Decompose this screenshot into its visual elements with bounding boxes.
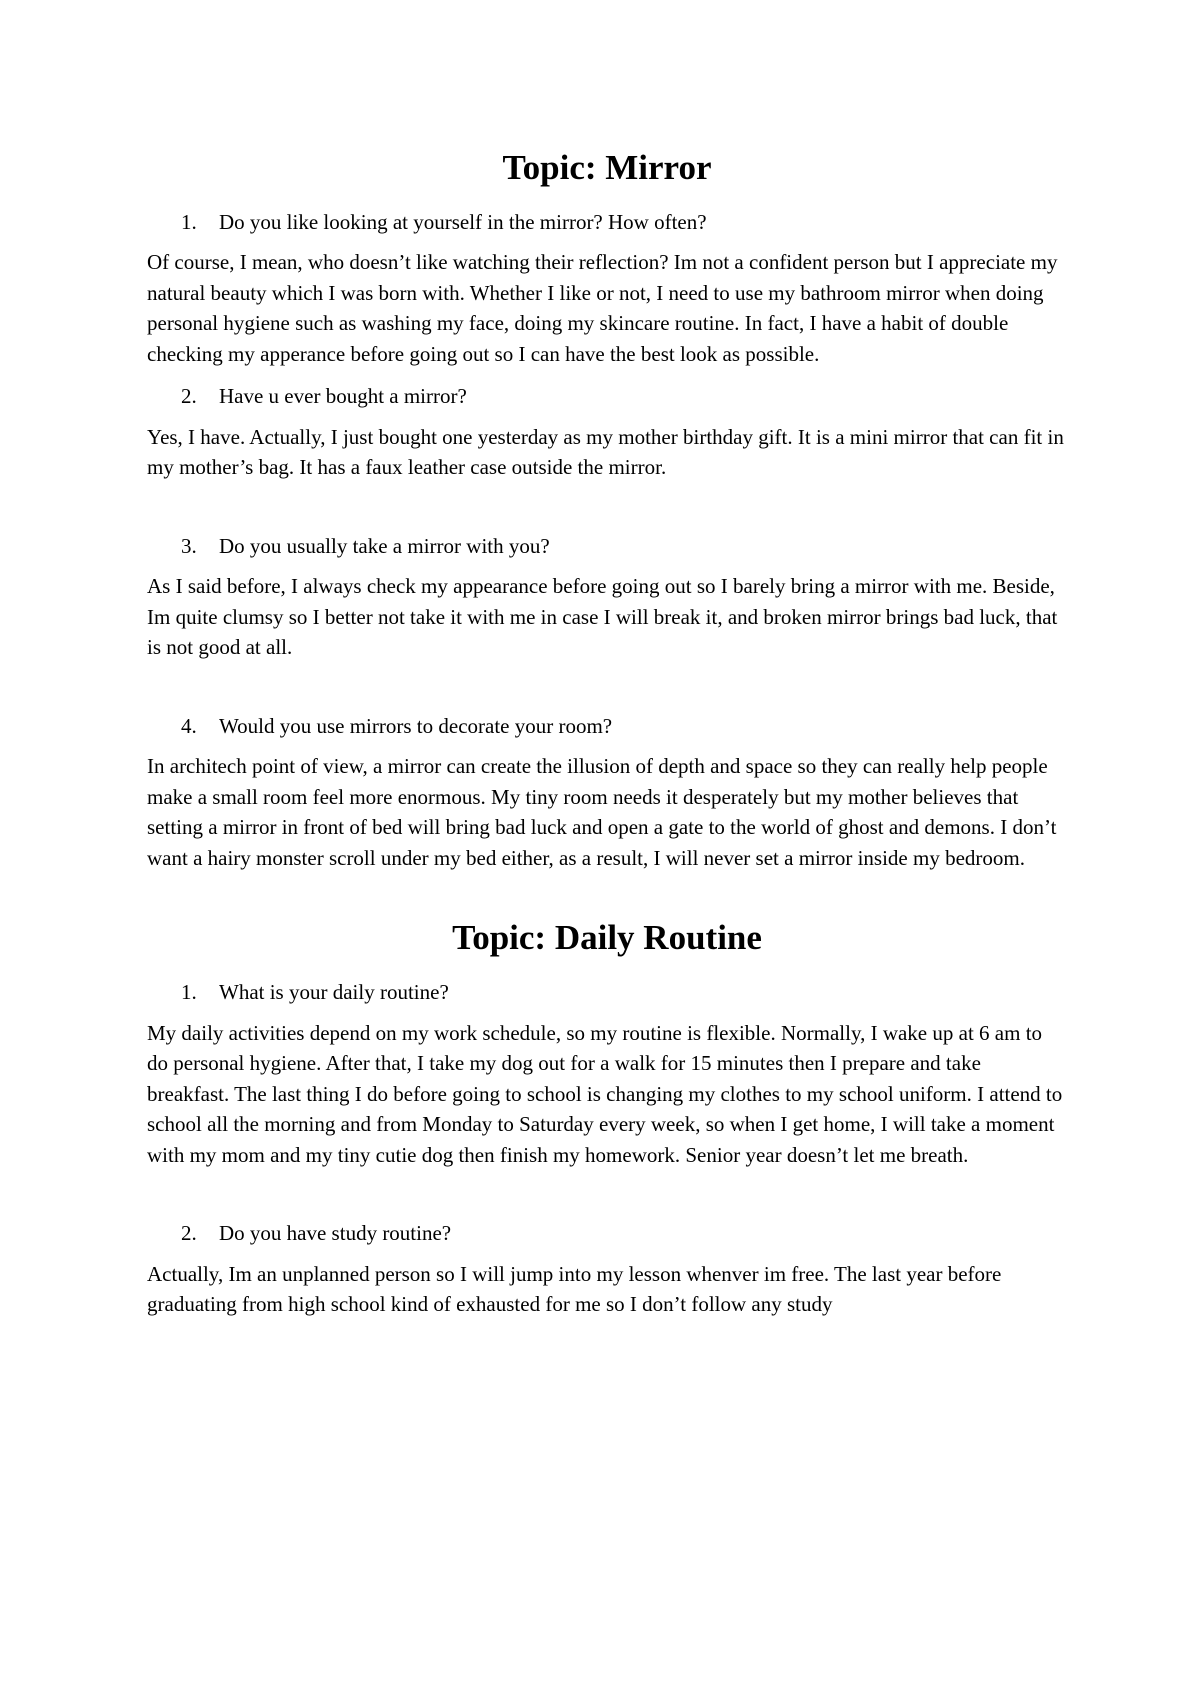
section-title-daily-routine: Topic: Daily Routine (452, 918, 762, 958)
question-text: What is your daily routine? (219, 980, 449, 1005)
question-text: Have u ever bought a mirror? (219, 384, 467, 409)
answer-paragraph: In architech point of view, a mirror can create the illusion of depth and space so they can really help people make a small room feel more enormous. My tiny room needs it desperately but my mother believes that setting a mirror in front of bed will bring bad luck and open a gate to the world of ghost and demons. I don’t want a hairy monster scroll under my bed either, as a result, I will never set a mirror inside my bedroom. (147, 754, 1057, 870)
question-item (147, 207, 1067, 237)
question-text: Do you usually take a mirror with you? (219, 533, 550, 558)
question-number: 2. (181, 384, 197, 409)
document-page (147, 140, 1067, 1320)
section-title-mirror: Topic: Mirror (502, 148, 712, 187)
question-number: 1. (181, 210, 197, 234)
answer-paragraph: Of course, I mean, who doesn’t like watching their reflection? Im not a confident person but I appreciate my natural beauty which I was born with. Whether I like or not, I need to use my bathroom mirror when doing personal hygiene such as washing my face, doing my skincare routine. In fact, I have a habit of double checking my apperance before going out so I can have the best look as possible. (147, 250, 1058, 366)
answer-paragraph: Yes, I have. Actually, I just bought one yesterday as my mother birthday gift. It is a mini mirror that can fit in my mother’s bag. It has a faux leather case outside the mirror. (147, 424, 1064, 480)
question-item (147, 381, 1067, 411)
question-item (147, 531, 1067, 561)
question-number: 4. (181, 713, 197, 738)
answer-paragraph: My daily activities depend on my work schedule, so my routine is flexible. Normally, I wake up at 6 am to do personal hygiene. After that, I take my dog out for a walk for 15 minutes then I prepare and take breakfast. The last thing I do before going to school is changing my clothes to my school uniform. I attend to school all the morning and from Monday to Saturday every week, so when I get home, I will take a moment with my mom and my tiny cutie dog then finish my homework. Senior year doesn’t let me breath. (147, 1020, 1063, 1167)
answer-paragraph: As I said before, I always check my appearance before going out so I barely bring a mirror with me. Beside, Im quite clumsy so I better not take it with me in case I will break it, and broken mirror brings bad luck, that is not good at all. (147, 574, 1058, 660)
question-item (147, 1218, 1067, 1248)
question-text: Do you like looking at yourself in the mirror? How often? (219, 210, 707, 234)
question-number: 1. (181, 980, 197, 1005)
question-text: Would you use mirrors to decorate your room? (219, 713, 613, 738)
question-number: 3. (181, 533, 197, 558)
question-text: Do you have study routine? (219, 1221, 452, 1246)
question-item (147, 711, 1067, 741)
answer-paragraph: Actually, Im an unplanned person so I will jump into my lesson whenver im free. The last year before graduating from high school kind of exhausted for me so I don’t follow any study (147, 1261, 1002, 1317)
question-number: 2. (181, 1221, 197, 1246)
question-item (147, 977, 1067, 1007)
